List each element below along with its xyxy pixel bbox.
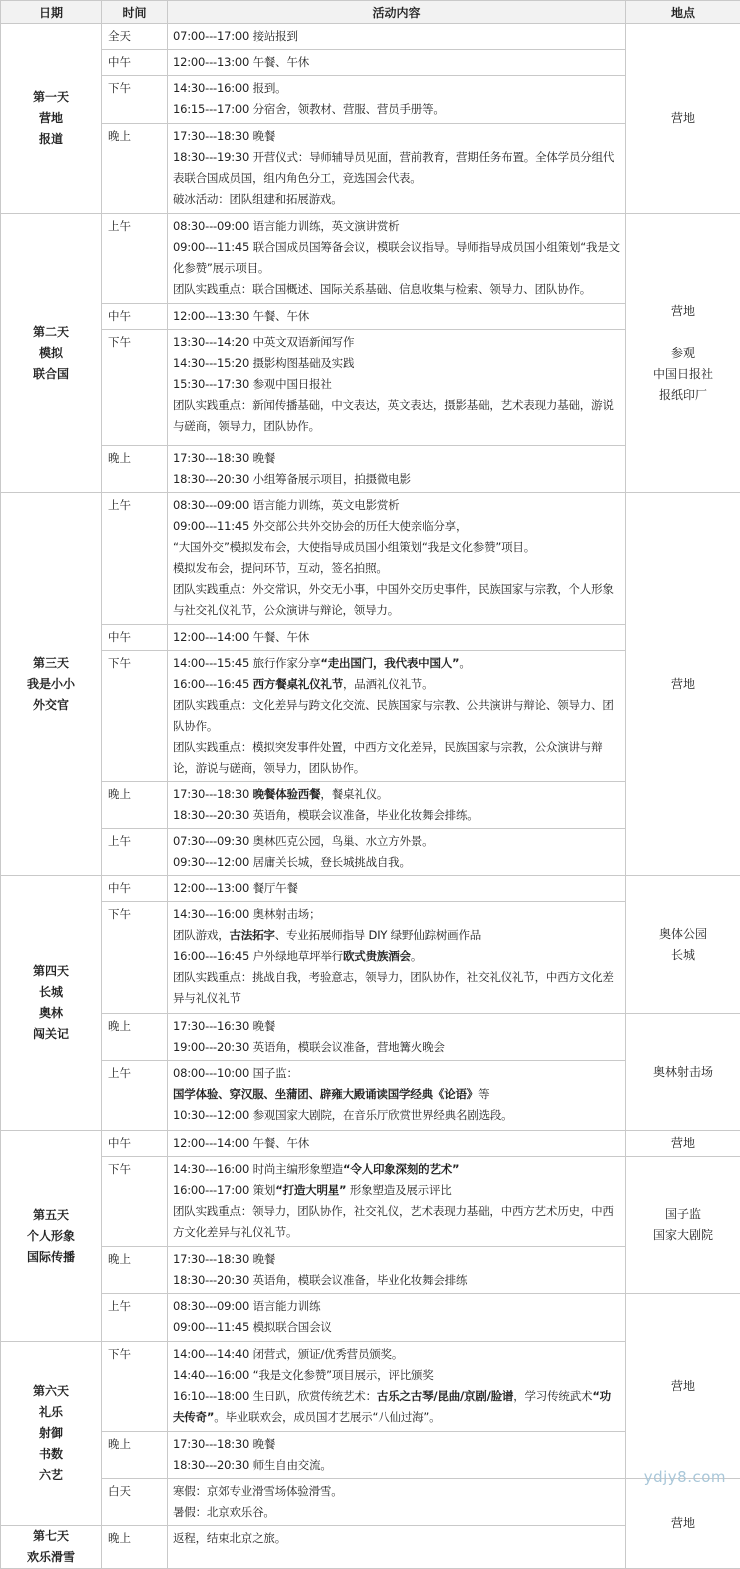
activity-cell	[168, 829, 626, 876]
activity-line	[173, 653, 620, 674]
activity-text: 团队实践重点：外交常识，外交无小事，中国外交历史事件，民族国家与宗教，个人形象与社交礼仪礼节，公众演讲与辩论，领导力。	[173, 582, 614, 617]
activity-line	[173, 448, 620, 469]
activity-line	[173, 1270, 620, 1291]
activity-cell	[168, 902, 626, 1014]
activity-line	[173, 831, 620, 852]
activity-text: 12:00---14:00 午餐、午休	[173, 630, 309, 644]
activity-highlight: “令人印象深刻的艺术”	[343, 1162, 459, 1176]
day-name-line: 第三天	[1, 653, 101, 674]
location-line: 营地	[626, 108, 740, 129]
day-cell	[1, 1131, 102, 1342]
activity-cell	[168, 1294, 626, 1342]
activity-text: 08:30---09:00 语言能力训练，英文演讲赏析	[173, 219, 400, 233]
activity-text: 09:00---11:45 外交部公共外交协会的历任大使亲临分享，	[173, 519, 467, 533]
day-name-line: 联合国	[1, 364, 101, 385]
activity-line	[173, 1159, 620, 1180]
activity-text: 17:30---18:30	[173, 787, 253, 801]
activity-text: 12:00---13:30 午餐、午休	[173, 309, 309, 323]
schedule-row	[1, 1014, 740, 1061]
time-slot: 晚上	[102, 1247, 168, 1294]
activity-cell	[168, 330, 626, 446]
schedule-row	[1, 1157, 740, 1247]
time-slot: 上午	[102, 1294, 168, 1342]
location-line: 营地	[626, 674, 740, 695]
time-slot: 中午	[102, 50, 168, 76]
activity-highlight: 国学体验、穿汉服、坐蒲团、辟雍大殿诵读国学经典《论语》	[173, 1087, 478, 1101]
time-slot: 下午	[102, 1157, 168, 1247]
activity-text: “我是文化参赞”	[173, 240, 620, 275]
time-slot: 晚上	[102, 782, 168, 829]
activity-text: 17:30---18:30 晚餐	[173, 451, 275, 465]
activity-cell	[168, 1432, 626, 1479]
activity-text: 18:30---20:30 小组筹备展示项目，拍摄微电影	[173, 472, 411, 486]
activity-text: ，餐桌礼仪。	[320, 787, 388, 801]
activity-line	[173, 1105, 620, 1126]
activity-cell	[168, 1157, 626, 1247]
activity-text: 团队实践重点：文化差异与跨文化交流、民族国家与宗教、公共演讲与辩论、领导力、团队协作。	[173, 698, 614, 733]
time-slot: 上午	[102, 493, 168, 625]
activity-text: 展示项目。	[213, 261, 270, 275]
activity-cell	[168, 24, 626, 50]
activity-line	[173, 1455, 620, 1476]
activity-text: 10:30---12:00 参观国家大剧院，在音乐厅欣赏世界经典名剧选段。	[173, 1108, 512, 1122]
activity-line	[173, 1037, 620, 1058]
activity-line	[173, 1386, 620, 1428]
day-name-line: 奥林	[1, 1003, 101, 1024]
day-name-line: 闯关记	[1, 1024, 101, 1045]
location-cell	[626, 1014, 740, 1131]
day-cell	[1, 214, 102, 493]
activity-line	[173, 737, 620, 779]
header-time: 时间	[102, 1, 168, 24]
activity-line	[173, 1084, 620, 1105]
activity-text: 13:30---14:20 中英文双语新闻写作	[173, 335, 354, 349]
header-date: 日期	[1, 1, 102, 24]
activity-line	[173, 1201, 620, 1243]
activity-line	[173, 784, 620, 805]
activity-text: 18:30---20:30 英语角，模联会议准备，毕业化妆舞会排练。	[173, 808, 479, 822]
day-name-line: 报道	[1, 129, 101, 150]
day-name-line: 第五天	[1, 1205, 101, 1226]
day-name-line: 长城	[1, 982, 101, 1003]
activity-text: ，品酒礼仪礼节。	[343, 677, 433, 691]
activity-highlight: “功夫传奇”	[173, 1389, 611, 1424]
activity-line	[173, 147, 620, 189]
activity-highlight: “打造大明星”	[275, 1183, 346, 1197]
activity-line	[173, 579, 620, 621]
time-slot: 下午	[102, 651, 168, 782]
activity-text: 破冰活动：团队组建和拓展游戏。	[173, 192, 343, 206]
activity-line	[173, 1317, 620, 1338]
activity-text: 、专业拓展师指导 DIY 绿野仙踪树画作品	[275, 928, 481, 942]
day-cell	[1, 24, 102, 214]
day-name-line: 第六天	[1, 1381, 101, 1402]
activity-text: “大国外交”	[173, 540, 230, 554]
activity-line	[173, 306, 620, 327]
activity-line	[173, 1296, 620, 1317]
activity-cell	[168, 1247, 626, 1294]
location-cell	[626, 24, 740, 214]
time-slot: 晚上	[102, 124, 168, 214]
activity-line	[173, 537, 620, 558]
time-slot: 中午	[102, 1131, 168, 1157]
location-line	[626, 322, 740, 343]
activity-highlight: “走出国门，我代表中国人”	[320, 656, 459, 670]
activity-text: ，学习传统武术	[513, 1389, 592, 1403]
activity-line	[173, 1365, 620, 1386]
activity-line	[173, 495, 620, 516]
day-name-line: 第一天	[1, 87, 101, 108]
time-slot: 晚上	[102, 1014, 168, 1061]
activity-cell	[168, 304, 626, 330]
watermark: ydjy8.com	[644, 1468, 726, 1486]
activity-highlight: 西方餐桌礼仪礼节	[253, 677, 343, 691]
activity-line	[173, 216, 620, 237]
activity-text: 14:40---16:00 “我是文化参赞”项目展示，评比颁奖	[173, 1368, 434, 1382]
activity-text: 14:30---16:00 奥林射击场；	[173, 907, 320, 921]
schedule-row	[1, 1294, 740, 1342]
activity-text: 17:30---18:30 晚餐	[173, 1437, 275, 1451]
day-cell	[1, 1526, 102, 1569]
activity-cell	[168, 124, 626, 214]
activity-line	[173, 967, 620, 1009]
activity-line	[173, 237, 620, 279]
time-slot: 下午	[102, 902, 168, 1014]
activity-text: 模拟发布会，提问环节，互动，签名拍照。	[173, 561, 388, 575]
activity-text: 09:00---11:45 模拟联合国会议	[173, 1320, 332, 1334]
activity-line	[173, 353, 620, 374]
day-cell	[1, 493, 102, 876]
activity-line	[173, 374, 620, 395]
location-cell	[626, 1479, 740, 1569]
location-line: 国家大剧院	[626, 1225, 740, 1246]
activity-highlight: 欧式贵族酒会	[343, 949, 411, 963]
time-slot: 全天	[102, 24, 168, 50]
activity-text: 16:10---18:00 生日趴，欣赏传统艺术：	[173, 1389, 377, 1403]
activity-line	[173, 1502, 620, 1523]
location-cell	[626, 1157, 740, 1294]
activity-text: 14:00---14:40 闭营式，颁证/优秀营员颁奖。	[173, 1347, 403, 1361]
activity-text: 16:15---17:00 分宿舍，领教材、营服、营员手册等。	[173, 102, 445, 116]
day-name-line: 射御	[1, 1423, 101, 1444]
activity-line	[173, 925, 620, 946]
activity-text: 16:00---16:45	[173, 677, 253, 691]
schedule-row	[1, 1479, 740, 1526]
activity-cell	[168, 625, 626, 651]
location-cell	[626, 876, 740, 1014]
activity-text: 09:00---11:45 联合国成员国筹备会议，模联会议指导。导师指导成员国小组策划	[173, 240, 580, 254]
activity-line	[173, 78, 620, 99]
activity-cell	[168, 446, 626, 493]
time-slot: 中午	[102, 304, 168, 330]
activity-text: 08:30---09:00 语言能力训练，英文电影赏析	[173, 498, 400, 512]
day-name-line: 书数	[1, 1444, 101, 1465]
activity-cell	[168, 651, 626, 782]
activity-cell	[168, 1479, 626, 1526]
time-slot: 晚上	[102, 1526, 168, 1569]
activity-text: 14:30---16:00 报到。	[173, 81, 287, 95]
activity-line	[173, 904, 620, 925]
location-line: 奥体公园	[626, 924, 740, 945]
activity-text: 团队实践重点：领导力，团队协作，社交礼仪，艺术表现力基础，中西方艺术历史，中西方文化差异与礼仪礼节。	[173, 1204, 614, 1239]
activity-line	[173, 695, 620, 737]
time-slot: 下午	[102, 76, 168, 124]
time-slot: 下午	[102, 1342, 168, 1432]
time-slot: 晚上	[102, 446, 168, 493]
activity-line	[173, 1434, 620, 1455]
activity-text: 08:00---10:00 国子监：	[173, 1066, 298, 1080]
activity-line	[173, 126, 620, 147]
day-name-line: 国际传播	[1, 1247, 101, 1268]
activity-text: 团队游戏，	[173, 928, 230, 942]
activity-line	[173, 627, 620, 648]
schedule-row	[1, 493, 740, 625]
activity-text: 17:30---18:30 晚餐	[173, 1252, 275, 1266]
day-name-line: 个人形象	[1, 1226, 101, 1247]
activity-text: 14:30---16:00 时尚主编形象塑造	[173, 1162, 343, 1176]
day-name-line: 第七天	[1, 1526, 101, 1547]
activity-text: 19:00---20:30 英语角，模联会议准备，营地篝火晚会	[173, 1040, 445, 1054]
schedule-row	[1, 24, 740, 50]
location-line: 报纸印厂	[626, 385, 740, 406]
activity-text: 09:30---12:00 居庸关长城，登长城挑战自我。	[173, 855, 411, 869]
activity-text: 17:30---18:30 晚餐	[173, 129, 275, 143]
time-slot: 上午	[102, 1061, 168, 1131]
activity-text: 等	[478, 1087, 489, 1101]
activity-text: 18:30---20:30 师生自由交流。	[173, 1458, 332, 1472]
activity-text: 16:00---16:45 户外绿地草坪举行	[173, 949, 343, 963]
day-name-line: 第二天	[1, 322, 101, 343]
activity-text: 08:30---09:00 语言能力训练	[173, 1299, 320, 1313]
activity-line	[173, 1481, 620, 1502]
location-line: 营地	[626, 1133, 740, 1154]
header-activity: 活动内容	[168, 1, 626, 24]
location-line: 营地	[626, 1376, 740, 1397]
location-line: 营地	[626, 301, 740, 322]
activity-text: 12:00---13:00 午餐、午休	[173, 55, 309, 69]
time-slot: 晚上	[102, 1432, 168, 1479]
day-cell	[1, 876, 102, 1131]
location-line: 国子监	[626, 1204, 740, 1225]
activity-text: 16:00---17:00 策划	[173, 1183, 275, 1197]
activity-line	[173, 395, 620, 437]
activity-cell	[168, 493, 626, 625]
activity-text: 。	[411, 949, 422, 963]
activity-text: 12:00---13:00 餐厅午餐	[173, 881, 298, 895]
activity-cell	[168, 782, 626, 829]
day-name-line: 我是小小	[1, 674, 101, 695]
activity-line	[173, 469, 620, 490]
activity-text: 。毕业联欢会，成员国才艺展示“八仙过海”。	[214, 1410, 440, 1424]
time-slot: 上午	[102, 214, 168, 304]
activity-line	[173, 1016, 620, 1037]
activity-line	[173, 1063, 620, 1084]
location-line: 长城	[626, 945, 740, 966]
activity-text: 寒假：京郊专业滑雪场体验滑雪。	[173, 1484, 343, 1498]
activity-line	[173, 946, 620, 967]
activity-cell	[168, 1342, 626, 1432]
activity-line	[173, 1344, 620, 1365]
activity-line	[173, 852, 620, 873]
day-name-line: 六艺	[1, 1465, 101, 1486]
activity-line	[173, 52, 620, 73]
activity-line	[173, 878, 620, 899]
activity-text: 07:30---09:30 奥林匹克公园，鸟巢、水立方外景。	[173, 834, 433, 848]
day-name-line: 礼乐	[1, 1402, 101, 1423]
activity-cell	[168, 1131, 626, 1157]
activity-line	[173, 516, 620, 537]
activity-text: 07:00---17:00 接站报到	[173, 29, 298, 43]
location-line: 奥林射击场	[626, 1062, 740, 1083]
time-slot: 下午	[102, 330, 168, 446]
activity-text: 团队实践重点：联合国概述、国际关系基础、信息收集与检索、领导力、团队协作。	[173, 282, 591, 296]
activity-text: 18:30---19:30 开营仪式：导师辅导员见面，营前教育，营期任务布置。全体学员分组代表联合国成员国，组内角色分工，竞选国会代表。	[173, 150, 614, 185]
activity-text: 模拟发布会，大使指导成员国小组策划“我是文化参赞”项目。	[230, 540, 535, 554]
location-line: 营地	[626, 1513, 740, 1534]
time-slot: 上午	[102, 829, 168, 876]
location-cell	[626, 493, 740, 876]
header-location: 地点	[626, 1, 740, 24]
activity-text: 形象塑造及展示评比	[346, 1183, 451, 1197]
location-line: 参观	[626, 343, 740, 364]
activity-highlight: 晚餐体验西餐	[253, 787, 321, 801]
activity-cell	[168, 1061, 626, 1131]
activity-text: 14:30---15:20 摄影构图基础及实践	[173, 356, 354, 370]
time-slot: 中午	[102, 625, 168, 651]
activity-cell	[168, 214, 626, 304]
activity-text: 暑假：北京欢乐谷。	[173, 1505, 275, 1519]
time-slot: 中午	[102, 876, 168, 902]
activity-line	[173, 1249, 620, 1270]
activity-text: 团队实践重点：模拟突发事件处置，中西方文化差异，民族国家与宗教，公众演讲与辩论，游说与磋商，领导力，团队协作。	[173, 740, 602, 775]
activity-line	[173, 558, 620, 579]
schedule-row	[1, 214, 740, 304]
activity-cell	[168, 876, 626, 902]
day-name-line: 模拟	[1, 343, 101, 364]
activity-text: 。	[459, 656, 470, 670]
activity-cell	[168, 1526, 626, 1569]
activity-text: 12:00---14:00 午餐、午休	[173, 1136, 309, 1150]
activity-line	[173, 674, 620, 695]
schedule-body	[1, 24, 740, 1569]
activity-highlight: 古法拓字	[230, 928, 275, 942]
activity-line	[173, 805, 620, 826]
activity-text: 团队实践重点：挑战自我，考验意志，领导力，团队协作，社交礼仪礼节，中西方文化差异与礼仪礼节	[173, 970, 614, 1005]
activity-text: 团队实践重点：新闻传播基础，中文表达，英文表达，摄影基础，艺术表现力基础，游说与磋商，领导力，团队协作。	[173, 398, 614, 433]
day-name-line: 第四天	[1, 961, 101, 982]
header-row	[1, 1, 740, 24]
activity-line	[173, 1180, 620, 1201]
activity-text: 17:30---16:30 晚餐	[173, 1019, 275, 1033]
activity-line	[173, 189, 620, 210]
day-name-line: 营地	[1, 108, 101, 129]
activity-text: 15:30---17:30 参观中国日报社	[173, 377, 332, 391]
time-slot: 白天	[102, 1479, 168, 1526]
activity-line	[173, 26, 620, 47]
activity-text: 18:30---20:30 英语角，模联会议准备，毕业化妆舞会排练	[173, 1273, 467, 1287]
activity-line	[173, 1528, 620, 1549]
activity-cell	[168, 50, 626, 76]
activity-highlight: 古乐之古琴/昆曲/京剧/脸谱	[377, 1389, 513, 1403]
location-cell	[626, 1294, 740, 1479]
schedule-row	[1, 876, 740, 902]
location-cell	[626, 1131, 740, 1157]
activity-cell	[168, 76, 626, 124]
activity-line	[173, 99, 620, 120]
schedule-row	[1, 1131, 740, 1157]
activity-line	[173, 1133, 620, 1154]
activity-line	[173, 332, 620, 353]
day-name-line: 外交官	[1, 695, 101, 716]
activity-line	[173, 279, 620, 300]
activity-text: 返程，结束北京之旅。	[173, 1531, 286, 1545]
activity-cell	[168, 1014, 626, 1061]
location-line: 中国日报社	[626, 364, 740, 385]
activity-text: 14:00---15:45 旅行作家分享	[173, 656, 320, 670]
day-name-line: 欢乐滑雪	[1, 1547, 101, 1568]
location-cell	[626, 214, 740, 493]
